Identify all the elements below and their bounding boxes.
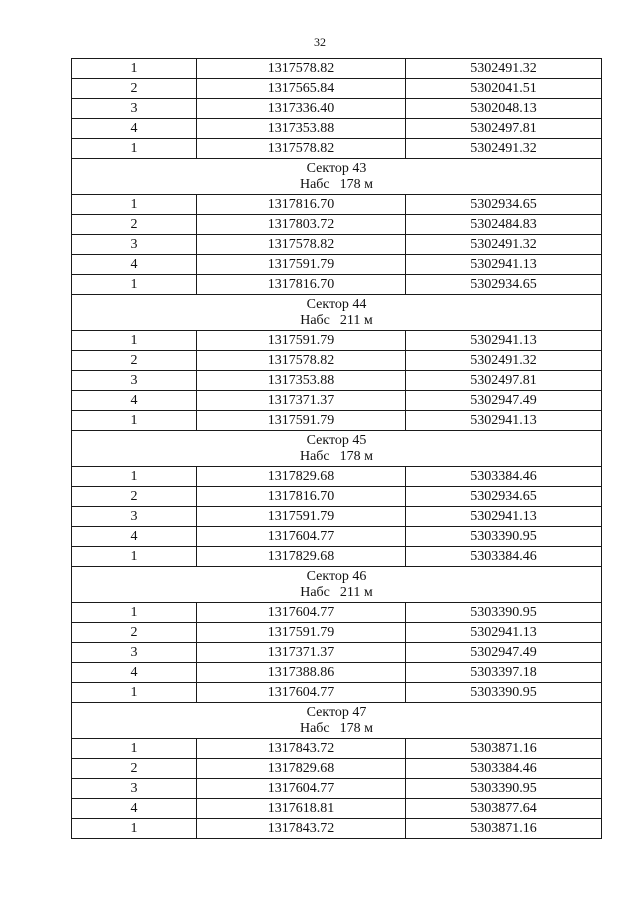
point-number-cell: 2: [72, 623, 197, 643]
y-coordinate-cell: 5302048.13: [406, 99, 602, 119]
point-number-cell: 1: [72, 467, 197, 487]
point-number-cell: 1: [72, 683, 197, 703]
point-row: [72, 643, 602, 663]
y-coordinate-cell: 5303871.16: [406, 739, 602, 759]
point-row: [72, 119, 602, 139]
sector-header-row: [72, 431, 602, 467]
y-coordinate-cell: 5303397.18: [406, 663, 602, 683]
point-number-cell: 3: [72, 779, 197, 799]
y-coordinate-cell: 5302934.65: [406, 195, 602, 215]
sector-header-row: [72, 703, 602, 739]
point-row: [72, 819, 602, 839]
y-coordinate-cell: 5302491.32: [406, 139, 602, 159]
point-number-cell: 4: [72, 119, 197, 139]
x-coordinate-cell: 1317591.79: [197, 411, 406, 431]
x-coordinate-cell: 1317336.40: [197, 99, 406, 119]
point-number-cell: 4: [72, 391, 197, 411]
x-coordinate-cell: 1317371.37: [197, 391, 406, 411]
y-coordinate-cell: 5302484.83: [406, 215, 602, 235]
point-row: [72, 507, 602, 527]
point-row: [72, 139, 602, 159]
point-row: [72, 235, 602, 255]
x-coordinate-cell: 1317604.77: [197, 779, 406, 799]
point-number-cell: 3: [72, 99, 197, 119]
sector-header-cell: [72, 567, 602, 603]
y-coordinate-cell: 5303384.46: [406, 467, 602, 487]
sector-header-cell: [72, 159, 602, 195]
point-row: [72, 603, 602, 623]
point-number-cell: 1: [72, 59, 197, 79]
y-coordinate-cell: 5303877.64: [406, 799, 602, 819]
point-row: [72, 663, 602, 683]
point-number-cell: 4: [72, 527, 197, 547]
y-coordinate-cell: 5303390.95: [406, 527, 602, 547]
y-coordinate-cell: 5303390.95: [406, 683, 602, 703]
point-row: [72, 331, 602, 351]
y-coordinate-cell: 5302941.13: [406, 507, 602, 527]
x-coordinate-cell: 1317829.68: [197, 547, 406, 567]
y-coordinate-cell: 5302041.51: [406, 79, 602, 99]
point-row: [72, 99, 602, 119]
point-number-cell: 2: [72, 215, 197, 235]
point-number-cell: 4: [72, 255, 197, 275]
point-number-cell: 2: [72, 487, 197, 507]
y-coordinate-cell: 5302491.32: [406, 59, 602, 79]
point-row: [72, 79, 602, 99]
sector-height-label: Набс: [300, 312, 330, 328]
sector-header-row: [72, 159, 602, 195]
x-coordinate-cell: 1317578.82: [197, 139, 406, 159]
x-coordinate-cell: 1317591.79: [197, 255, 406, 275]
sector-title: Сектор 47: [306, 704, 367, 720]
x-coordinate-cell: 1317618.81: [197, 799, 406, 819]
point-number-cell: 1: [72, 275, 197, 295]
x-coordinate-cell: 1317843.72: [197, 739, 406, 759]
y-coordinate-cell: 5302934.65: [406, 275, 602, 295]
point-row: [72, 195, 602, 215]
point-row: [72, 487, 602, 507]
point-row: [72, 739, 602, 759]
coordinates-table: [71, 58, 602, 839]
y-coordinate-cell: 5302941.13: [406, 331, 602, 351]
point-number-cell: 1: [72, 819, 197, 839]
sector-height: [72, 585, 601, 601]
sector-header-cell: [72, 295, 602, 331]
sector-title: Сектор 45: [306, 432, 367, 448]
point-row: [72, 275, 602, 295]
x-coordinate-cell: 1317578.82: [197, 351, 406, 371]
y-coordinate-cell: 5303871.16: [406, 819, 602, 839]
point-row: [72, 683, 602, 703]
page-number: 32: [314, 35, 326, 49]
y-coordinate-cell: 5303384.46: [406, 759, 602, 779]
point-row: [72, 371, 602, 391]
y-coordinate-cell: 5302491.32: [406, 235, 602, 255]
sector-height-value: 178 м: [339, 176, 374, 192]
point-number-cell: 1: [72, 547, 197, 567]
sector-height-label: Набс: [299, 176, 330, 192]
point-number-cell: 4: [72, 663, 197, 683]
x-coordinate-cell: 1317578.82: [197, 235, 406, 255]
sector-height-label: Набс: [300, 584, 330, 600]
x-coordinate-cell: 1317843.72: [197, 819, 406, 839]
x-coordinate-cell: 1317803.72: [197, 215, 406, 235]
x-coordinate-cell: 1317371.37: [197, 643, 406, 663]
y-coordinate-cell: 5302497.81: [406, 119, 602, 139]
sector-height: [72, 313, 601, 329]
point-row: [72, 351, 602, 371]
sector-title: Сектор 43: [306, 160, 367, 176]
x-coordinate-cell: 1317353.88: [197, 119, 406, 139]
point-number-cell: 1: [72, 331, 197, 351]
point-row: [72, 547, 602, 567]
y-coordinate-cell: 5303390.95: [406, 779, 602, 799]
point-row: [72, 759, 602, 779]
sector-header-row: [72, 295, 602, 331]
point-row: [72, 623, 602, 643]
point-number-cell: 1: [72, 739, 197, 759]
sector-header-cell: [72, 431, 602, 467]
sector-header-row: [72, 567, 602, 603]
point-row: [72, 391, 602, 411]
sector-title: Сектор 46: [306, 568, 367, 584]
sector-height: [72, 449, 601, 465]
x-coordinate-cell: 1317816.70: [197, 195, 406, 215]
x-coordinate-cell: 1317816.70: [197, 275, 406, 295]
point-row: [72, 255, 602, 275]
y-coordinate-cell: 5302947.49: [406, 643, 602, 663]
x-coordinate-cell: 1317591.79: [197, 507, 406, 527]
y-coordinate-cell: 5302934.65: [406, 487, 602, 507]
point-row: [72, 799, 602, 819]
x-coordinate-cell: 1317604.77: [197, 527, 406, 547]
x-coordinate-cell: 1317565.84: [197, 79, 406, 99]
point-number-cell: 4: [72, 799, 197, 819]
coordinates-table-body: [72, 59, 602, 839]
point-row: [72, 779, 602, 799]
point-number-cell: 3: [72, 371, 197, 391]
x-coordinate-cell: 1317816.70: [197, 487, 406, 507]
x-coordinate-cell: 1317829.68: [197, 759, 406, 779]
y-coordinate-cell: 5302947.49: [406, 391, 602, 411]
y-coordinate-cell: 5302491.32: [406, 351, 602, 371]
x-coordinate-cell: 1317604.77: [197, 683, 406, 703]
x-coordinate-cell: 1317353.88: [197, 371, 406, 391]
x-coordinate-cell: 1317591.79: [197, 623, 406, 643]
point-number-cell: 3: [72, 507, 197, 527]
sector-height-value: 178 м: [339, 448, 374, 464]
point-number-cell: 1: [72, 139, 197, 159]
sector-height-label: Набс: [299, 720, 330, 736]
sector-height-value: 211 м: [339, 584, 373, 600]
sector-title: Сектор 44: [306, 296, 367, 312]
y-coordinate-cell: 5302941.13: [406, 623, 602, 643]
sector-height: [72, 177, 601, 193]
point-row: [72, 215, 602, 235]
point-number-cell: 3: [72, 643, 197, 663]
y-coordinate-cell: 5303390.95: [406, 603, 602, 623]
point-row: [72, 411, 602, 431]
y-coordinate-cell: 5302497.81: [406, 371, 602, 391]
sector-height-value: 178 м: [339, 720, 374, 736]
sector-header-cell: [72, 703, 602, 739]
sector-height-label: Набс: [299, 448, 330, 464]
x-coordinate-cell: 1317604.77: [197, 603, 406, 623]
point-number-cell: 2: [72, 759, 197, 779]
point-number-cell: 3: [72, 235, 197, 255]
y-coordinate-cell: 5303384.46: [406, 547, 602, 567]
point-row: [72, 527, 602, 547]
sector-height: [72, 721, 601, 737]
point-row: [72, 59, 602, 79]
x-coordinate-cell: 1317829.68: [197, 467, 406, 487]
point-number-cell: 1: [72, 411, 197, 431]
x-coordinate-cell: 1317578.82: [197, 59, 406, 79]
point-row: [72, 467, 602, 487]
point-number-cell: 1: [72, 195, 197, 215]
point-number-cell: 1: [72, 603, 197, 623]
y-coordinate-cell: 5302941.13: [406, 411, 602, 431]
point-number-cell: 2: [72, 351, 197, 371]
point-number-cell: 2: [72, 79, 197, 99]
sector-height-value: 211 м: [339, 312, 373, 328]
x-coordinate-cell: 1317388.86: [197, 663, 406, 683]
x-coordinate-cell: 1317591.79: [197, 331, 406, 351]
y-coordinate-cell: 5302941.13: [406, 255, 602, 275]
